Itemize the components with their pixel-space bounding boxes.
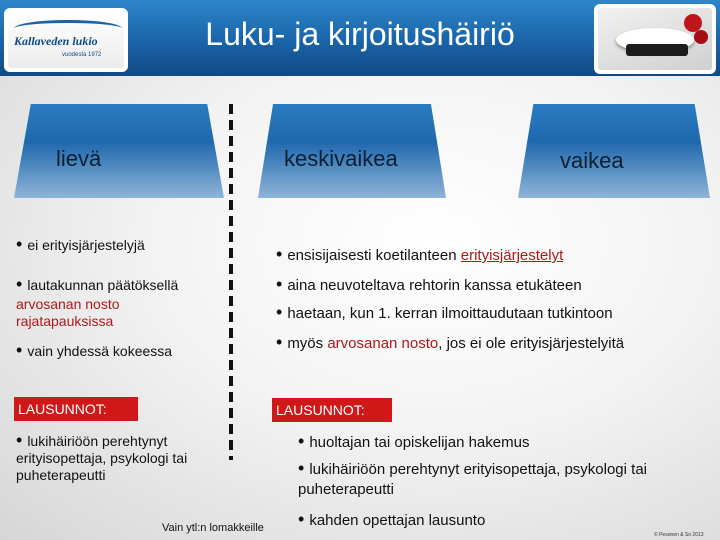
right-statement-3: • kahden opettajan lausunto xyxy=(298,509,486,529)
graduation-cap-photo xyxy=(594,4,716,74)
cap-band xyxy=(626,44,688,56)
left-bullet-3: • vain yhdessä kokeessa xyxy=(16,340,173,360)
right-bullet-2-text: aina neuvoteltava rehtorin kanssa etukäteen xyxy=(287,277,582,294)
title-bar xyxy=(0,0,720,76)
left-bullet-1: • ei erityisjärjestelyjä xyxy=(16,234,145,254)
statements-label-left: LAUSUNNOT: xyxy=(14,397,138,421)
statements-label-right: LAUSUNNOT: xyxy=(272,398,392,422)
right-statement-2: • lukihäiriöön perehtynyt erityisopettaja, psykologi tai puheterapeutti xyxy=(298,458,647,498)
right-statement-1: • huoltajan tai opiskelijan hakemus xyxy=(298,431,530,451)
logo-subtext: vuodesta 1972 xyxy=(62,52,102,58)
column-label-keskivaikea: keskivaikea xyxy=(284,146,398,171)
logo-text: Kallaveden lukio xyxy=(14,34,98,48)
right-bullet-4-red: arvosanan nosto xyxy=(327,335,439,352)
right-statement-1-text: huoltajan tai opiskelijan hakemus xyxy=(309,434,530,451)
copyright-text: © Pesonen & So 2013 xyxy=(654,532,704,538)
right-statement-2-text: lukihäiriöön perehtynyt erityisopettaja, psykologi tai puheterapeutti xyxy=(298,461,647,498)
column-header-lieva xyxy=(14,104,224,198)
column-divider xyxy=(229,104,233,460)
right-bullet-1: • ensisijaisesti koetilanteen erityisjärjestelyt xyxy=(276,244,564,264)
left-bullet-3-text: vain yhdessä kokeessa xyxy=(27,343,173,359)
right-bullet-3-text: haetaan, kun 1. kerran ilmoittaudutaan tutkintoon xyxy=(287,305,613,322)
left-statement-text: lukihäiriöön perehtynyt erityisopettaja, psykologi tai puheterapeutti xyxy=(16,433,188,483)
right-bullet-1-text: ensisijaisesti koetilanteen xyxy=(287,247,461,264)
left-bullet-2: • lautakunnan päätöksellä xyxy=(16,274,179,294)
footer-note: Vain ytl:n lomakkeille xyxy=(162,522,264,534)
slide-title: Luku- ja kirjoitushäiriö xyxy=(205,16,515,52)
left-bullet-1-text: ei erityisjärjestelyjä xyxy=(27,237,145,253)
left-bullet-2-text: lautakunnan päätöksellä xyxy=(27,277,179,293)
right-bullet-4: • myös arvosanan nosto, jos ei ole erityisjärjestelyitä xyxy=(276,332,625,352)
right-statement-3-text: kahden opettajan lausunto xyxy=(309,512,486,529)
column-label-lieva: lievä xyxy=(56,146,102,171)
column-label-vaikea: vaikea xyxy=(560,148,624,173)
left-bullet-2-red: arvosanan nosto rajatapauksissa xyxy=(16,296,120,329)
right-bullet-3: • haetaan, kun 1. kerran ilmoittaudutaan tutkintoon xyxy=(276,302,613,322)
left-statement: • lukihäiriöön perehtynyt erityisopettaja, psykologi tai puheterapeutti xyxy=(16,430,188,483)
photo-inner xyxy=(598,8,712,70)
right-bullet-4-post: , jos ei ole erityisjärjestelyitä xyxy=(438,335,625,352)
rose-icon xyxy=(694,30,708,44)
right-bullet-2: • aina neuvoteltava rehtorin kanssa etukäteen xyxy=(276,274,582,294)
right-bullet-4-pre: myös xyxy=(287,335,328,352)
right-bullet-1-red: erityisjärjestelyt xyxy=(460,247,564,264)
